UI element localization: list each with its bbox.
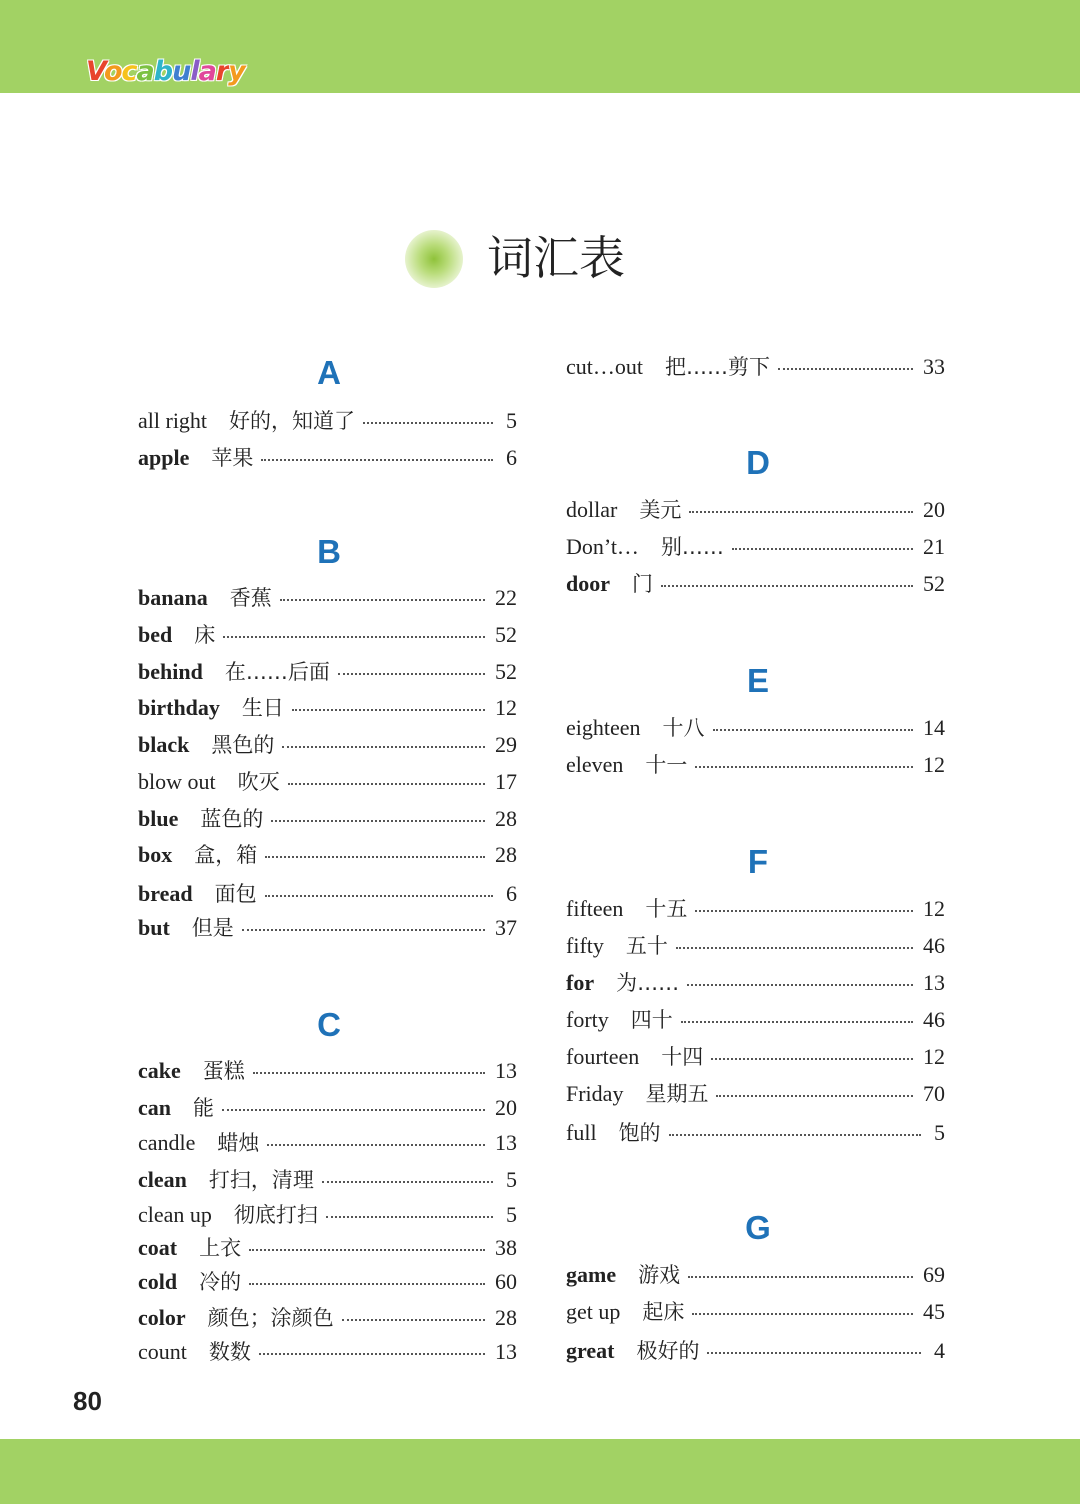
dot-leader	[223, 636, 485, 638]
section-letter-d: D	[746, 444, 770, 481]
dot-leader	[661, 585, 913, 587]
entry-meaning: 床	[194, 623, 216, 647]
entry-page: 70	[923, 1081, 945, 1106]
entry-word: get up	[566, 1299, 621, 1324]
entry-page: 52	[495, 622, 517, 647]
entry-word: but	[138, 915, 170, 940]
logo-letter-r: r	[215, 56, 229, 87]
entry-word: color	[138, 1305, 186, 1330]
dot-leader	[342, 1319, 485, 1321]
vocab-entry	[566, 750, 945, 780]
entry-page: 5	[506, 1202, 517, 1227]
dot-leader	[242, 929, 485, 931]
entry-meaning: 上衣	[199, 1236, 242, 1260]
dot-leader	[259, 1353, 485, 1355]
vocab-entry	[566, 1042, 945, 1072]
vocab-entry	[566, 1260, 945, 1290]
entry-meaning: 美元	[639, 498, 682, 522]
entry-meaning: 苹果	[211, 446, 254, 470]
entry-page: 38	[495, 1235, 517, 1260]
entry-meaning: 蓝色的	[200, 807, 264, 831]
entry-page: 28	[495, 842, 517, 867]
entry-meaning: 但是	[191, 916, 234, 940]
green-dot-icon	[405, 230, 463, 288]
entry-meaning: 饱的	[618, 1121, 661, 1145]
entry-page: 46	[923, 933, 945, 958]
section-letter-e: E	[746, 662, 769, 699]
entry-word: forty	[566, 1007, 609, 1032]
entry-word: behind	[138, 659, 203, 684]
logo-letter-u: u	[172, 56, 191, 87]
section-letter-g: G	[745, 1209, 771, 1246]
dot-leader	[280, 599, 485, 601]
logo-letter-o: o	[103, 56, 122, 87]
vocab-entry	[138, 1056, 517, 1086]
vocab-entry	[138, 879, 517, 909]
logo-letter-c: c	[121, 56, 137, 87]
entry-meaning: 四十	[630, 1008, 673, 1032]
entry-page: 4	[934, 1338, 945, 1363]
logo-letter-a2: a	[198, 56, 216, 87]
vocab-entry	[566, 1005, 945, 1035]
dot-leader	[288, 783, 485, 785]
dot-leader	[713, 729, 913, 731]
vocab-entry	[566, 569, 945, 599]
entry-page: 6	[506, 445, 517, 470]
entry-word: clean	[138, 1167, 187, 1192]
entry-page: 21	[923, 534, 945, 559]
entry-word: banana	[138, 585, 208, 610]
entry-page: 52	[923, 571, 945, 596]
logo-letter-l: l	[190, 56, 199, 87]
entry-word: cake	[138, 1058, 181, 1083]
entry-page: 45	[923, 1299, 945, 1324]
vocab-entry	[138, 620, 517, 650]
dot-leader	[689, 511, 913, 513]
entry-word: game	[566, 1262, 617, 1287]
dot-leader	[253, 1072, 485, 1074]
entry-meaning: 打扫，清理	[208, 1168, 314, 1192]
entry-page: 52	[495, 659, 517, 684]
entry-page: 37	[495, 915, 517, 940]
entry-page: 13	[495, 1058, 517, 1083]
dot-leader	[249, 1283, 485, 1285]
vocab-entry	[566, 1118, 945, 1148]
entry-word: fifteen	[566, 896, 624, 921]
entry-meaning: 为……	[616, 971, 680, 995]
entry-word: eighteen	[566, 715, 641, 740]
entry-meaning: 十五	[645, 897, 688, 921]
entry-meaning: 起床	[642, 1300, 685, 1324]
entry-page: 33	[923, 354, 945, 379]
entry-word: clean up	[138, 1202, 212, 1227]
entry-meaning: 盒，箱	[194, 843, 258, 867]
entry-meaning: 好的，知道了	[229, 409, 356, 433]
entry-word: count	[138, 1339, 187, 1364]
vocab-entry	[566, 931, 945, 961]
page-title-block	[405, 226, 705, 290]
entry-meaning: 冷的	[199, 1270, 242, 1294]
entry-page: 13	[495, 1130, 517, 1155]
vocab-entry	[566, 968, 945, 998]
vocab-entry	[566, 1079, 945, 1109]
entry-meaning: 十一	[645, 753, 688, 777]
dot-leader	[676, 947, 913, 949]
dot-leader	[687, 984, 913, 986]
vocab-entry	[138, 804, 517, 834]
vocab-entry	[138, 583, 517, 613]
vocab-entry	[138, 1303, 517, 1333]
entry-meaning: 能	[193, 1096, 214, 1120]
vocab-entry	[138, 1200, 517, 1230]
entry-word: cut…out	[566, 354, 643, 379]
entry-page: 12	[495, 695, 517, 720]
entry-meaning: 香蕉	[229, 586, 272, 610]
dot-leader	[222, 1109, 485, 1111]
vocab-entry	[138, 657, 517, 687]
footer-band	[0, 1439, 1080, 1504]
page-number: 80	[73, 1386, 102, 1416]
entry-word: blow out	[138, 769, 216, 794]
logo-letter-v: V	[86, 56, 104, 87]
entry-word: bread	[138, 881, 193, 906]
entry-meaning: 十八	[662, 716, 705, 740]
entry-meaning: 游戏	[638, 1263, 681, 1287]
entry-meaning: 把……剪下	[665, 355, 770, 379]
entry-word: coat	[138, 1235, 178, 1260]
dot-leader	[249, 1249, 485, 1251]
dot-leader	[695, 910, 913, 912]
vocab-entry	[138, 1233, 517, 1263]
entry-word: can	[138, 1095, 171, 1120]
entry-meaning: 彻底打扫	[233, 1203, 318, 1227]
entry-word: door	[566, 571, 610, 596]
dot-leader	[326, 1216, 493, 1218]
dot-leader	[711, 1058, 913, 1060]
entry-page: 13	[923, 970, 945, 995]
dot-leader	[265, 895, 493, 897]
vocab-entry	[138, 1267, 517, 1297]
dot-leader	[695, 766, 913, 768]
dot-leader	[669, 1134, 921, 1136]
entry-word: fifty	[566, 933, 604, 958]
section-letter-a: A	[317, 354, 341, 391]
logo-letter-y: y	[228, 56, 245, 87]
vocab-entry	[566, 352, 945, 382]
dot-leader	[261, 459, 493, 461]
entry-page: 5	[506, 1167, 517, 1192]
vocab-entry	[138, 1093, 517, 1123]
entry-word: great	[566, 1338, 615, 1363]
entry-page: 17	[495, 769, 517, 794]
entry-meaning: 黑色的	[211, 733, 275, 757]
entry-page: 12	[923, 896, 945, 921]
entry-word: birthday	[138, 695, 220, 720]
entry-word: bed	[138, 622, 173, 647]
section-letter-c: C	[317, 1006, 341, 1043]
vocab-entry	[138, 767, 517, 797]
entry-word: cold	[138, 1269, 178, 1294]
entry-word: apple	[138, 445, 190, 470]
dot-leader	[271, 820, 485, 822]
vocab-entry	[566, 1297, 945, 1327]
vocab-entry	[138, 730, 517, 760]
entry-word: dollar	[566, 497, 618, 522]
entry-page: 46	[923, 1007, 945, 1032]
entry-meaning: 在……后面	[224, 660, 330, 684]
vocab-entry	[138, 913, 517, 943]
vocab-entry	[138, 1165, 517, 1195]
entry-meaning: 星期五	[645, 1082, 709, 1106]
entry-page: 20	[923, 497, 945, 522]
section-letter-b: B	[317, 533, 341, 570]
logo-letter-a: a	[136, 56, 154, 87]
entry-word: candle	[138, 1130, 196, 1155]
entry-page: 14	[923, 715, 945, 740]
entry-page: 6	[506, 881, 517, 906]
logo-letter-b: b	[153, 56, 173, 87]
entry-page: 5	[506, 408, 517, 433]
entry-word: all right	[138, 408, 208, 433]
entry-word: fourteen	[566, 1044, 640, 1069]
vocab-entry	[566, 1336, 945, 1366]
dot-leader	[338, 673, 485, 675]
dot-leader	[707, 1352, 921, 1354]
entry-word: blue	[138, 806, 179, 831]
dot-leader	[265, 856, 485, 858]
entry-meaning: 十四	[661, 1045, 704, 1069]
entry-meaning: 面包	[214, 882, 257, 906]
entry-meaning: 生日	[241, 696, 284, 720]
vocab-entry	[566, 713, 945, 743]
vocab-entry	[566, 894, 945, 924]
entry-page: 13	[495, 1339, 517, 1364]
entry-meaning: 颜色；涂颜色	[207, 1306, 334, 1330]
dot-leader	[292, 709, 485, 711]
vocab-entry	[566, 532, 945, 562]
entry-meaning: 五十	[625, 934, 668, 958]
dot-leader	[267, 1144, 485, 1146]
entry-word: Friday	[566, 1081, 624, 1106]
entry-page: 69	[923, 1262, 945, 1287]
vocab-entry	[138, 1128, 517, 1158]
entry-word: eleven	[566, 752, 624, 777]
entry-page: 60	[495, 1269, 517, 1294]
entry-meaning: 蜡烛	[217, 1131, 260, 1155]
page-title: 词汇表	[487, 231, 625, 285]
entry-meaning: 门	[632, 572, 653, 596]
vocab-entry	[138, 443, 517, 473]
dot-leader	[363, 422, 493, 424]
dot-leader	[322, 1181, 493, 1183]
entry-meaning: 别……	[660, 535, 724, 559]
entry-page: 12	[923, 752, 945, 777]
vocab-entry	[566, 495, 945, 525]
vocab-entry	[138, 840, 517, 870]
entry-meaning: 数数	[208, 1340, 251, 1364]
entry-meaning: 吹灭	[237, 770, 280, 794]
entry-word: full	[566, 1120, 597, 1145]
entry-word: black	[138, 732, 190, 757]
entry-word: for	[566, 970, 595, 995]
dot-leader	[688, 1276, 913, 1278]
entry-page: 28	[495, 1305, 517, 1330]
dot-leader	[282, 746, 485, 748]
vocabulary-logo	[86, 58, 245, 85]
entry-meaning: 蛋糕	[202, 1059, 245, 1083]
entry-page: 29	[495, 732, 517, 757]
entry-page: 20	[495, 1095, 517, 1120]
vocab-entry	[138, 1337, 517, 1367]
entry-page: 12	[923, 1044, 945, 1069]
dot-leader	[692, 1313, 913, 1315]
vocab-entry	[138, 406, 517, 436]
section-letter-f: F	[747, 843, 769, 880]
entry-meaning: 极好的	[636, 1339, 700, 1363]
dot-leader	[732, 548, 913, 550]
vocab-entry	[138, 693, 517, 723]
dot-leader	[681, 1021, 913, 1023]
entry-word: Don’t…	[566, 534, 639, 559]
entry-word: box	[138, 842, 173, 867]
entry-page: 5	[934, 1120, 945, 1145]
dot-leader	[778, 368, 913, 370]
dot-leader	[716, 1095, 913, 1097]
entry-page: 28	[495, 806, 517, 831]
entry-page: 22	[495, 585, 517, 610]
